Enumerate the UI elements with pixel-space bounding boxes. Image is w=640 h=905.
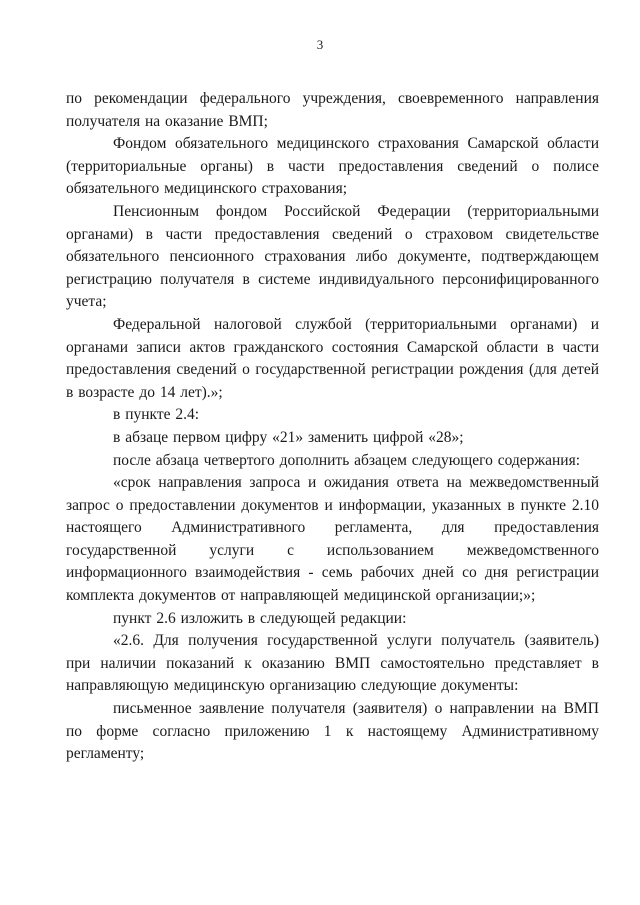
paragraph: «срок направления запроса и ожидания ответа на межведомственный запрос о предоставлении документов и информации, указанных в пункте 2.10 настоящего Административного регламента, для предоставления государственной услуги с использованием межведомственного информационного взаимодействия - семь рабочих дней со дня регистрации комплекта документов от направляющей медицинской организации;»; xyxy=(66,474,599,605)
body-text xyxy=(66,88,599,766)
paragraph: «2.6. Для получения государственной услуги получатель (заявитель) при наличии показаний к оказанию ВМП самостоятельно представляет в направляющую медицинскую организацию следующие документы: xyxy=(66,632,599,695)
paragraph: Пенсионным фондом Российской Федерации (территориальными органами) в части предоставления сведений о страховом свидетельстве обязательного пенсионного страхования либо документе, подтверждающем регистрацию получателя в системе индивидуального персонифицированного учета; xyxy=(66,202,599,311)
paragraph: в пункте 2.4: xyxy=(113,406,200,424)
paragraph: пункт 2.6 изложить в следующей редакции: xyxy=(113,609,407,627)
paragraph: после абзаца четвертого дополнить абзацем следующего содержания: xyxy=(113,451,581,469)
paragraph: в абзаце первом цифру «21» заменить цифрой «28»; xyxy=(113,428,464,446)
paragraph: письменное заявление получателя (заявителя) о направлении на ВМП по форме согласно приложению 1 к настоящему Административному регламенту; xyxy=(66,700,599,763)
paragraph: Федеральной налоговой службой (территориальными органами) и органами записи актов гражданского состояния Самарской области в части предоставления сведений о государственной регистрации рождения (для детей в возрасте до 14 лет).»; xyxy=(66,315,599,401)
paragraph: Фондом обязательного медицинского страхования Самарской области (территориальные органы) в части предоставления сведений о полисе обязательного медицинского страхования; xyxy=(66,135,599,198)
page-number: 3 xyxy=(316,37,324,52)
paragraph: по рекомендации федерального учреждения, своевременного направления получателя на оказание ВМП; xyxy=(66,90,599,130)
